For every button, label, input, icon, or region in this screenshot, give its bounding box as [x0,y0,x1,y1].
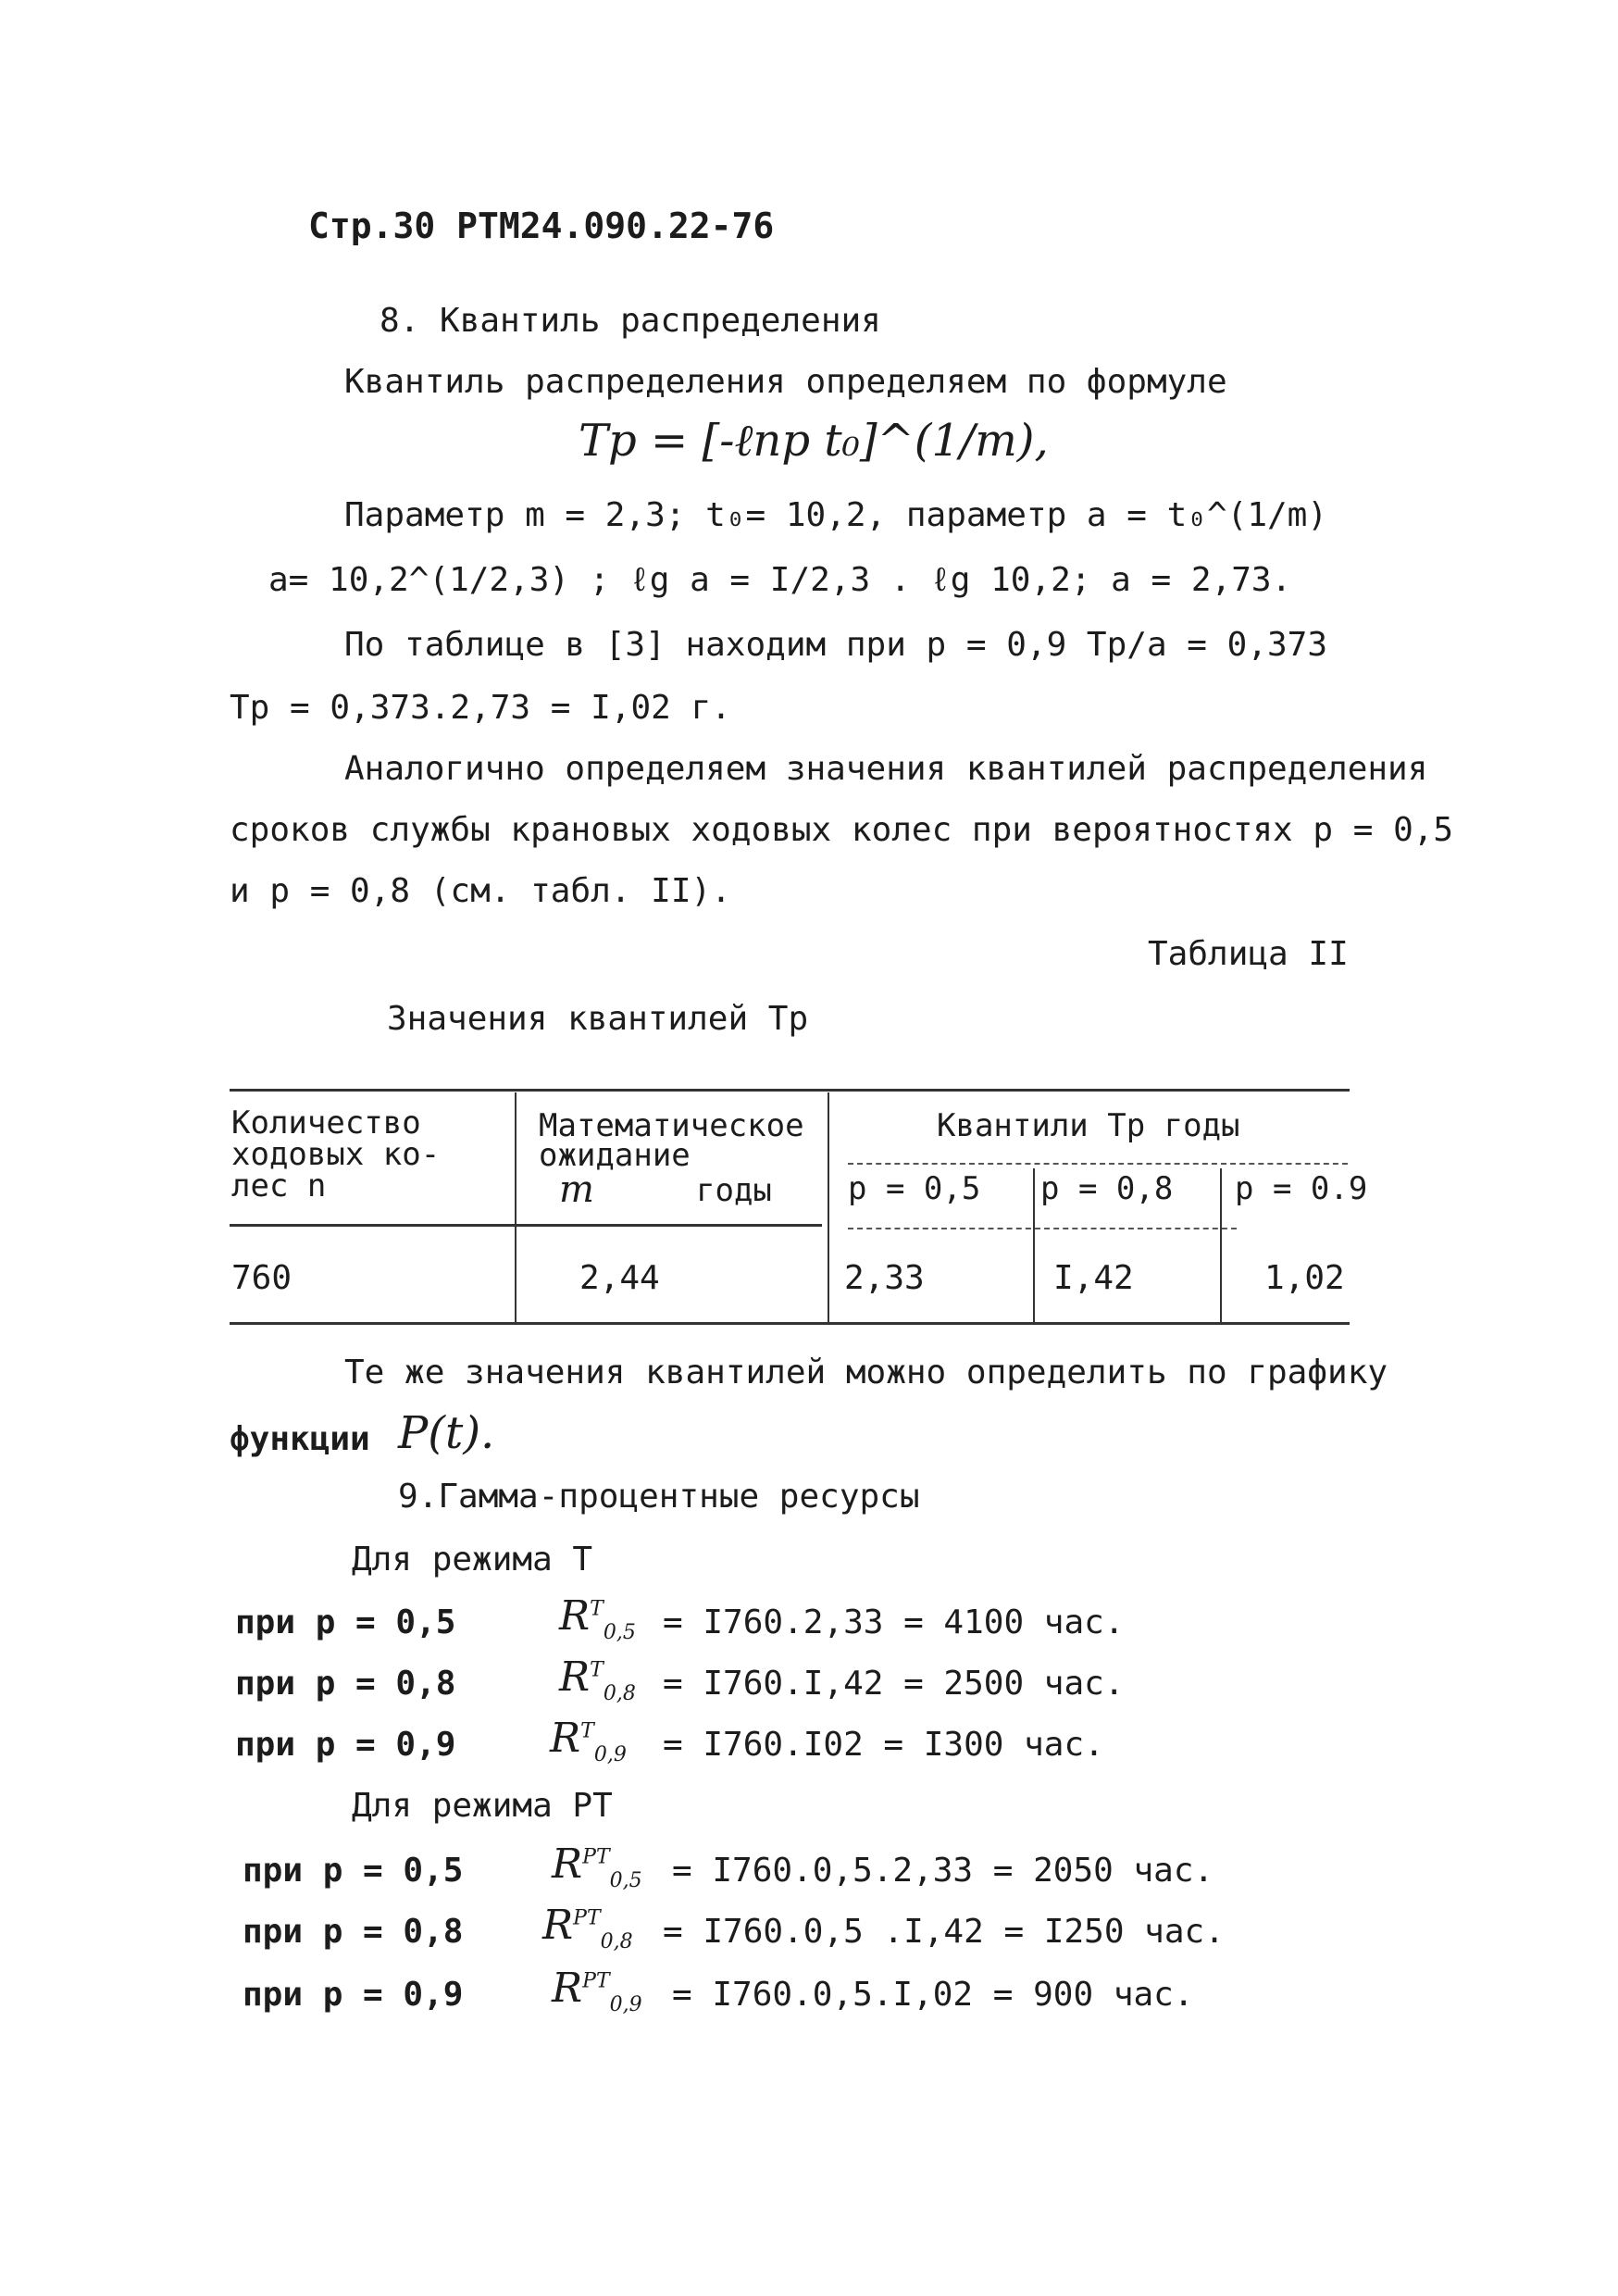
cell-p05: 2,33 [844,1259,925,1297]
header-expectation-a: Математическое [539,1107,804,1144]
table-divider-2 [828,1092,829,1322]
function-formula: P(t). [398,1407,495,1459]
rt-row-1-cond: при p = 0,5 [243,1852,464,1890]
t-row-3-symbol: $R^T_{0,9}$ [550,1715,627,1766]
table-label: Таблица II [1148,935,1349,973]
t-row-3-expr: = I760.I02 = I300 час. [663,1726,1104,1764]
header-expectation-symbol: m [559,1168,594,1211]
table-divider-3 [1033,1168,1035,1322]
t-row-1-expr: = I760.2,33 = 4100 час. [663,1603,1125,1641]
t-row-1-cond: при p = 0,5 [235,1603,456,1641]
table-top-rule [230,1089,1350,1092]
section-9-title: 9.Гамма-процентные ресурсы [398,1478,920,1516]
table-subheader-rule [848,1163,1348,1165]
mode-t-label: Для режима Т [352,1541,593,1578]
table-header-rule-dashed [848,1228,1237,1229]
table-divider-1 [515,1092,517,1322]
header-quantiles: Квантили Tp годы [937,1107,1240,1144]
t-row-2-cond: при p = 0,8 [235,1665,456,1703]
table-lookup-line: По таблице в [3] находим при p = 0,9 Tp/a = 0,373 [344,626,1328,664]
table-divider-4 [1220,1168,1222,1322]
rt-row-2-cond: при p = 0,8 [243,1913,464,1951]
section-8-title: 8. Квантиль распределения [380,302,881,340]
paragraph-line-1: Аналогично определяем значения квантилей распределения [344,750,1428,788]
subheader-p05: p = 0,5 [848,1170,981,1207]
table-title: Значения квантилей Tp [387,1000,809,1038]
subheader-p09: p = 0.9 [1235,1170,1368,1207]
cell-n: 760 [231,1259,292,1297]
paragraph-line-3: и p = 0,8 (см. табл. II). [230,872,731,910]
header-count-wheels: Количество ходовых ко- лес n [231,1104,441,1204]
quantile-formula: Tp = [-ℓnp t₀]^(1/m), [579,415,1049,467]
params-line: Параметр m = 2,3; t₀= 10,2, параметр a = t₀^(1/m) [344,496,1328,534]
cell-p09: 1,02 [1264,1259,1345,1297]
rt-row-1-expr: = I760.0,5.2,33 = 2050 час. [672,1852,1214,1890]
rt-row-3-expr: = I760.0,5.I,02 = 900 час. [672,1976,1194,2014]
rt-row-1-symbol: $R^{PT}_{0,5}$ [552,1841,642,1892]
subheader-p08: p = 0,8 [1040,1170,1174,1207]
after-table-line-2-text: функции [230,1420,370,1458]
table-bottom-rule [230,1322,1350,1325]
header-expectation-b: ожидание [539,1137,691,1174]
header-expectation-unit: годы [696,1172,772,1209]
mode-rt-label: Для режима РТ [352,1787,613,1825]
cell-m: 2,44 [579,1259,660,1297]
rt-row-3-cond: при p = 0,9 [243,1976,464,2014]
t-row-2-symbol: $R^T_{0,8}$ [559,1653,636,1705]
paragraph-line-2: сроков службы крановых ходовых колес при вероятностях p = 0,5 [230,811,1454,849]
page-header: Стр.30 РТМ24.090.22-76 [308,206,775,246]
a-calculation-line: a= 10,2^(1/2,3) ; ℓg a = I/2,3 . ℓg 10,2; a = 2,73. [268,561,1292,599]
table-header-rule [230,1224,822,1227]
cell-p08: I,42 [1053,1259,1134,1297]
rt-row-2-expr: = I760.0,5 .I,42 = I250 час. [663,1913,1225,1951]
rt-row-3-symbol: $R^{PT}_{0,9}$ [552,1965,642,2016]
t-row-2-expr: = I760.I,42 = 2500 час. [663,1665,1125,1703]
after-table-line-1: Те же значения квантилей можно определить по графику [344,1354,1388,1391]
rt-row-2-symbol: $R^{PT}_{0,8}$ [542,1902,633,1953]
t-row-3-cond: при p = 0,9 [235,1726,456,1764]
result-line: Tp = 0,373.2,73 = I,02 г. [230,689,731,727]
t-row-1-symbol: $R^T_{0,5}$ [559,1592,636,1644]
section-8-intro: Квантиль распределения определяем по формуле [344,363,1227,401]
